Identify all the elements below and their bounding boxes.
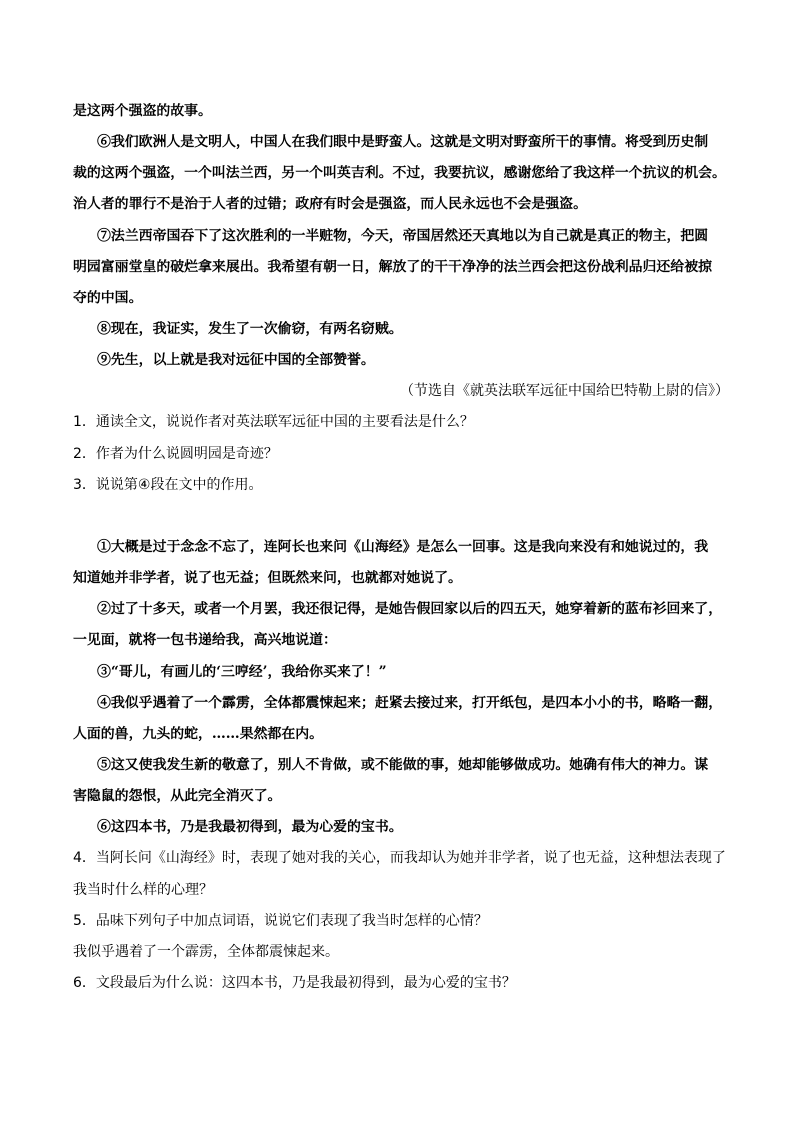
passage-line: ④我似乎遇着了一个霹雳，全体都震悚起来；赶紧去接过来，打开纸包，是四本小小的书，略略一翻，: [97, 694, 723, 711]
passage-line: 夺的中国。: [73, 289, 143, 306]
question-line: 3．说说第④段在文中的作用。: [73, 476, 263, 493]
question-line: 6．文段最后为什么说：这四本书，乃是我最初得到，最为心爱的宝书？: [73, 974, 516, 991]
paragraph-4: [73, 688, 734, 750]
question-line: 4．当阿长问《山海经》时，表现了她对我的关心，而我却认为她并非学者，说了也无益，这种想法表现了: [73, 850, 726, 867]
question-2: [73, 439, 734, 470]
passage-b: [73, 532, 734, 843]
passage-line: 人面的兽，九头的蛇，……果然都在内。: [73, 725, 324, 742]
passage-line: 害隐鼠的怨恨，从此完全消灭了。: [73, 788, 282, 805]
passage-line: ⑤这又使我发生新的敬意了，别人不肯做，或不能做的事，她却能够做成功。她确有伟大的神力。谋: [97, 756, 709, 773]
passage-line: 一见面，就将一包书递给我，高兴地说道：: [73, 632, 337, 649]
passage-line: ⑥我们欧洲人是文明人，中国人在我们眼中是野蛮人。这就是文明对野蛮所干的事情。将受到历史制: [97, 134, 709, 151]
passage-line: ⑥这四本书，乃是我最初得到，最为心爱的宝书。: [97, 819, 403, 836]
paragraph-6: [73, 812, 734, 843]
question-quote: 我似乎遇着了一个霹雳，全体都震悚起来。: [73, 943, 339, 960]
passage-line: 知道她并非学者，说了也无益；但既然来问，也就都对她说了。: [73, 570, 462, 587]
passage-line: 治人者的罪行不是治于人者的过错；政府有时会是强盗，而人民永远也不会是强盗。: [73, 196, 587, 213]
question-line: 我当时什么样的心理？: [73, 881, 213, 898]
passage-a: [73, 96, 734, 376]
paragraph-8: [73, 314, 734, 345]
question-line: 2．作者为什么说圆明园是奇迹？: [73, 445, 278, 462]
paragraph-3: [73, 657, 734, 688]
passage-line: ③“哥儿，有画儿的‘三哼经’，我给你买来了！”: [97, 663, 387, 680]
passage-line: ②过了十多天，或者一个月罢，我还很记得，是她告假回家以后的四五天，她穿着新的蓝布衫回来了，: [97, 601, 723, 618]
paragraph-continuation: [73, 96, 734, 127]
passage-line: ①大概是过于念念不忘了，连阿长也来问《山海经》是怎么一回事。这是我向来没有和她说过的，我: [97, 538, 709, 555]
question-line: 5．品味下列句子中加点词语，说说它们表现了我当时怎样的心情？: [73, 912, 488, 929]
passage-line: ⑧现在，我证实，发生了一次偷窃，有两名窃贼。: [97, 320, 403, 337]
paragraph-9: [73, 345, 734, 376]
section-gap: [73, 501, 734, 532]
passage-line: ⑨先生，以上就是我对远征中国的全部赞誉。: [97, 352, 375, 369]
question-6: [73, 968, 734, 999]
passage-line: 是这两个强盗的故事。: [73, 103, 212, 119]
passage-line: ⑦法兰西帝国吞下了这次胜利的一半赃物，今天，帝国居然还天真地以为自己就是真正的物主，把圆: [97, 227, 709, 244]
paragraph-7: [73, 221, 734, 314]
question-1: [73, 407, 734, 438]
question-line: 1．通读全文，说说作者对英法联军远征中国的主要看法是什么？: [73, 414, 474, 431]
source-citation: （节选自《就英法联军远征中国给巴特勒上尉的信》）: [400, 383, 729, 400]
question-5: [73, 906, 734, 968]
paragraph-6: [73, 127, 734, 220]
passage-line: 明园富丽堂皇的破烂拿来展出。我希望有朝一日，解放了的干干净净的法兰西会把这份战利品归还给被掠: [73, 258, 712, 275]
question-3: [73, 470, 734, 501]
passage-line: 裁的这两个强盗，一个叫法兰西，另一个叫英吉利。不过，我要抗议，感谢您给了我这样一个抗议的机会。: [73, 165, 726, 182]
paragraph-5: [73, 750, 734, 812]
paragraph-2: [73, 594, 734, 656]
paragraph-1: [73, 532, 734, 594]
question-4: [73, 843, 734, 905]
